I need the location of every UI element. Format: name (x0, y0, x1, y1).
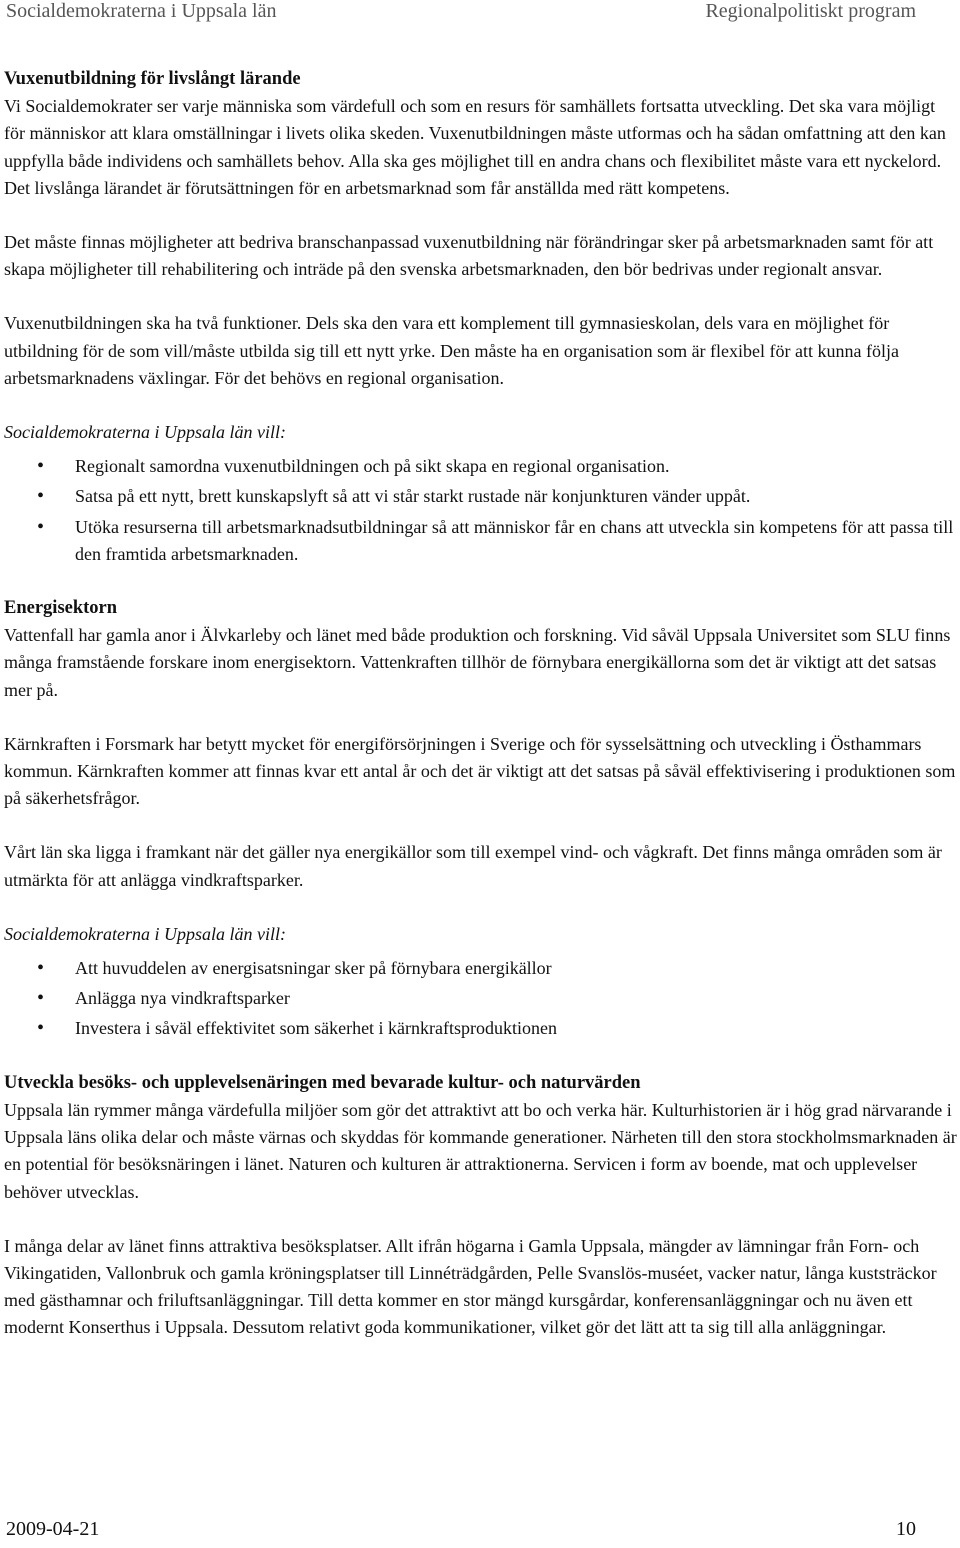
footer-date: 2009-04-21 (6, 1518, 100, 1540)
page-number: 10 (896, 1518, 916, 1540)
list-item: • Investera i såväl effektivitet som säkerhet i kärnkraftsproduktionen (4, 1015, 958, 1042)
page-footer (0, 1518, 960, 1548)
list-item: • Anlägga nya vindkraftsparker (4, 985, 958, 1012)
list-item: • Regionalt samordna vuxenutbildningen och på sikt skapa en regional organisation. (4, 453, 958, 480)
paragraph: Vuxenutbildningen ska ha två funktioner. Dels ska den vara ett komplement till gymnasieskolan, dels vara en möjlighet för utbildning för de som vill/måste utbilda sig till ett nytt yrke. Den måste ha en organisation som är flexibel för att kunna följa arbetsmarknadens växlingar. För det behövs en regional organisation. (4, 313, 899, 388)
page-header (0, 0, 960, 32)
header-document-title: Regionalpolitiskt program (705, 0, 916, 22)
list-item: • Satsa på ett nytt, brett kunskapslyft så att vi står starkt rustade när konjunkturen vänder uppåt. (4, 483, 958, 510)
document-body (4, 66, 958, 1369)
paragraph: Vi Socialdemokrater ser varje människa som värdefull och som en resurs för samhällets fortsatta utveckling. Det ska vara möjligt för människor att klara omställningar i livets olika skeden. Vuxenutbildningen måste utformas och ha sådan omfattning att den kan uppfylla både individens och samhällets behov. Alla ska ges möjlighet till en andra chans och flexibilitet måste vara ett nyckelord. Det livslånga lärandet är förutsättningen för en arbetsmarknad som får anställda med rätt kompetens. (4, 96, 946, 198)
bullet-list (4, 453, 958, 568)
heading-energisektorn: Energisektorn (4, 598, 118, 619)
paragraph: Vårt län ska ligga i framkant när det gäller nya energikällor som till exempel vind- och vågkraft. Det finns många områden som är utmärkta för att anlägga vindkraftsparker. (4, 842, 942, 890)
header-organization: Socialdemokraterna i Uppsala län (6, 0, 277, 22)
will-heading: Socialdemokraterna i Uppsala län vill: (4, 923, 286, 944)
paragraph: Uppsala län rymmer många värdefulla miljöer som gör det attraktivt att bo och verka här. Kulturhistorien är i hög grad närvarande i Uppsala läns olika delar och måste värnas och skyddas för kommande generationer. Närheten till den stora stockholmsmarknaden är en potential för besöksnäringen i länet. Naturen och kulturen är attraktionerna. Servicen i form av boende, mat och upplevelser behöver utvecklas. (4, 1099, 957, 1202)
list-item: • Att huvuddelen av energisatsningar sker på förnybara energikällor (4, 955, 958, 982)
heading-besoksnaring: Utveckla besöks- och upplevelsenäringen med bevarade kultur- och naturvärden (4, 1072, 641, 1093)
heading-vuxenutbildning: Vuxenutbildning för livslångt lärande (4, 69, 301, 89)
paragraph: Det måste finnas möjligheter att bedriva branschanpassad vuxenutbildning när förändringar sker på arbetsmarknaden samt för att skapa möjligheter till rehabilitering och inträde på den svenska arbetsmarknaden, den bör bedrivas under regionalt ansvar. (4, 232, 934, 280)
list-item: • Utöka resurserna till arbetsmarknadsutbildningar så att människor får en chans att utveckla sin kompetens för att passa till den framtida arbetsmarknaden. (4, 514, 958, 568)
bullet-list (4, 955, 958, 1043)
paragraph: Vattenfall har gamla anor i Älvkarleby och länet med både produktion och forskning. Vid såväl Uppsala Universitet som SLU finns många framstående forskare inom energisektorn. Vattenkraften tillhör de förnybara energikällorna som det är viktigt att det satsas mer på. (4, 625, 951, 700)
paragraph: Kärnkraften i Forsmark har betytt mycket för energiförsörjningen i Sverige och för sysselsättning och utveckling i Östhammars kommun. Kärnkraften kommer att finnas kvar ett antal år och det är viktigt att det satsas på såväl effektivisering i produktionen som på säkerhetsfrågor. (4, 733, 956, 809)
will-heading: Socialdemokraterna i Uppsala län vill: (4, 422, 286, 443)
paragraph: I många delar av länet finns attraktiva besöksplatser. Allt ifrån högarna i Gamla Uppsala, mängder av lämningar från Forn- och Vikingatiden, Vallonbruk och gamla kröningsplatser till Linnéträdgården, Pelle Svanslös-muséet, vacker natur, långa kuststräckor med gästhamnar och friluftsanläggningar. Till detta kommer en stor mängd kursgårdar, konferensanläggningar och nu även ett modernt Konserthus i Uppsala. Dessutom relativt goda kommunikationer, vilket gör det lätt att ta sig till alla anläggningar. (4, 1235, 937, 1338)
